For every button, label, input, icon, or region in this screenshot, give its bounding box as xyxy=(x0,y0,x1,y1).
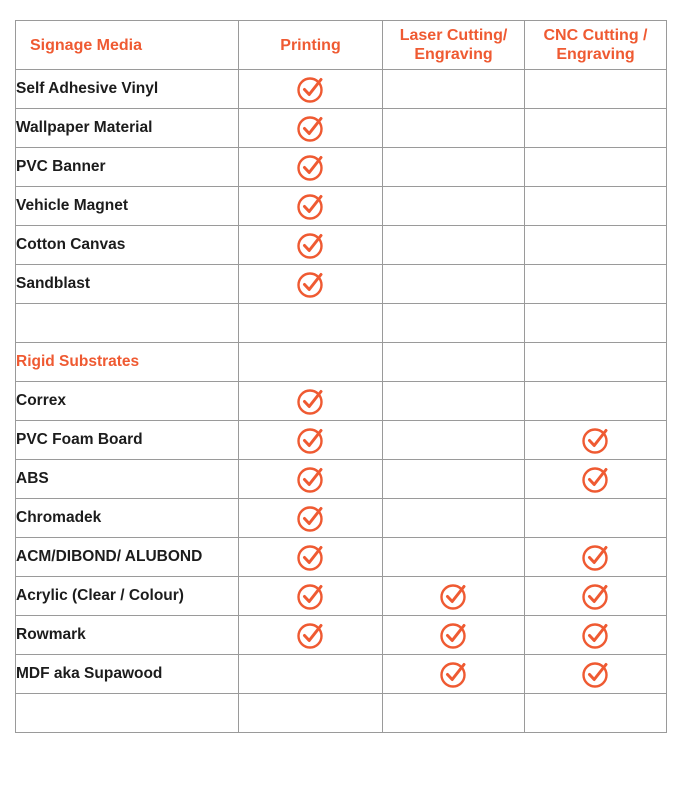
check-circle-icon xyxy=(439,620,469,650)
check-circle-icon xyxy=(296,386,326,416)
cell-printing xyxy=(239,694,383,733)
material-label: Cotton Canvas xyxy=(16,226,239,265)
cell-laser xyxy=(383,577,525,616)
cell-cnc xyxy=(525,655,667,694)
cell-laser xyxy=(383,265,525,304)
cell-cnc xyxy=(525,538,667,577)
cell-printing xyxy=(239,577,383,616)
check-circle-icon xyxy=(581,620,611,650)
cell-cnc xyxy=(525,187,667,226)
cell-printing xyxy=(239,616,383,655)
cell-cnc xyxy=(525,616,667,655)
table-row xyxy=(16,304,667,343)
table-row xyxy=(16,148,667,187)
check-circle-icon xyxy=(296,152,326,182)
material-label: Self Adhesive Vinyl xyxy=(16,70,239,109)
table-row xyxy=(16,460,667,499)
cell-printing xyxy=(239,421,383,460)
check-circle-icon xyxy=(296,269,326,299)
table-row xyxy=(16,70,667,109)
check-circle-icon xyxy=(581,542,611,572)
cell-cnc xyxy=(525,694,667,733)
table-row xyxy=(16,577,667,616)
cell-laser xyxy=(383,499,525,538)
cell-printing xyxy=(239,343,383,382)
check-circle-icon xyxy=(581,659,611,689)
cell-laser xyxy=(383,655,525,694)
header-cnc-cutting xyxy=(525,21,667,70)
check-circle-icon xyxy=(296,620,326,650)
check-circle-icon xyxy=(581,464,611,494)
check-circle-icon xyxy=(296,425,326,455)
check-circle-icon xyxy=(439,581,469,611)
material-label: Correx xyxy=(16,382,239,421)
cell-printing xyxy=(239,460,383,499)
check-circle-icon xyxy=(296,581,326,611)
check-circle-icon xyxy=(296,113,326,143)
material-label: PVC Foam Board xyxy=(16,421,239,460)
cell-printing xyxy=(239,538,383,577)
table-row xyxy=(16,421,667,460)
table-row xyxy=(16,382,667,421)
cell-laser xyxy=(383,343,525,382)
cell-printing xyxy=(239,304,383,343)
cell-cnc xyxy=(525,460,667,499)
cell-cnc xyxy=(525,226,667,265)
cell-printing xyxy=(239,109,383,148)
cell-laser xyxy=(383,304,525,343)
section-heading: Rigid Substrates xyxy=(16,343,239,382)
table-row xyxy=(16,694,667,733)
cell-laser xyxy=(383,538,525,577)
table-row xyxy=(16,616,667,655)
table-row xyxy=(16,538,667,577)
cell-printing xyxy=(239,382,383,421)
material-label: Wallpaper Material xyxy=(16,109,239,148)
cell-laser xyxy=(383,109,525,148)
capabilities-table xyxy=(15,20,667,733)
header-laser-cutting xyxy=(383,21,525,70)
header-signage-media: Signage Media xyxy=(16,21,239,70)
check-circle-icon xyxy=(581,425,611,455)
material-label xyxy=(16,304,239,343)
material-label: ACM/DIBOND/ ALUBOND xyxy=(16,538,239,577)
material-label: MDF aka Supawood xyxy=(16,655,239,694)
table-row xyxy=(16,109,667,148)
cell-cnc xyxy=(525,70,667,109)
cell-cnc xyxy=(525,343,667,382)
cell-laser xyxy=(383,70,525,109)
table-row xyxy=(16,499,667,538)
material-label xyxy=(16,694,239,733)
material-label: PVC Banner xyxy=(16,148,239,187)
cell-cnc xyxy=(525,265,667,304)
check-circle-icon xyxy=(296,542,326,572)
cell-laser xyxy=(383,226,525,265)
material-label: Acrylic (Clear / Colour) xyxy=(16,577,239,616)
cell-laser xyxy=(383,460,525,499)
table-row xyxy=(16,226,667,265)
table-row xyxy=(16,187,667,226)
cell-cnc xyxy=(525,382,667,421)
cell-cnc xyxy=(525,577,667,616)
check-circle-icon xyxy=(581,581,611,611)
cell-printing xyxy=(239,70,383,109)
cell-printing xyxy=(239,226,383,265)
cell-printing xyxy=(239,265,383,304)
table-row xyxy=(16,265,667,304)
table-row xyxy=(16,655,667,694)
table-body xyxy=(16,70,667,733)
cell-printing xyxy=(239,499,383,538)
header-row xyxy=(16,21,667,70)
cell-laser xyxy=(383,421,525,460)
check-circle-icon xyxy=(296,191,326,221)
cell-printing xyxy=(239,187,383,226)
cell-laser xyxy=(383,187,525,226)
material-label: Rowmark xyxy=(16,616,239,655)
cell-cnc xyxy=(525,148,667,187)
check-circle-icon xyxy=(296,503,326,533)
check-circle-icon xyxy=(296,74,326,104)
cell-laser xyxy=(383,694,525,733)
cell-cnc xyxy=(525,421,667,460)
material-label: Sandblast xyxy=(16,265,239,304)
cell-cnc xyxy=(525,109,667,148)
check-circle-icon xyxy=(296,230,326,260)
table-row xyxy=(16,343,667,382)
cell-cnc xyxy=(525,499,667,538)
header-laser-cutting-text: Laser Cutting/ Engraving xyxy=(399,27,508,63)
cell-laser xyxy=(383,616,525,655)
cell-printing xyxy=(239,148,383,187)
header-cnc-cutting-text: CNC Cutting / Engraving xyxy=(543,27,648,63)
header-printing: Printing xyxy=(239,21,383,70)
material-label: Chromadek xyxy=(16,499,239,538)
cell-laser xyxy=(383,382,525,421)
check-circle-icon xyxy=(439,659,469,689)
cell-printing xyxy=(239,655,383,694)
cell-cnc xyxy=(525,304,667,343)
cell-laser xyxy=(383,148,525,187)
material-label: ABS xyxy=(16,460,239,499)
material-label: Vehicle Magnet xyxy=(16,187,239,226)
check-circle-icon xyxy=(296,464,326,494)
